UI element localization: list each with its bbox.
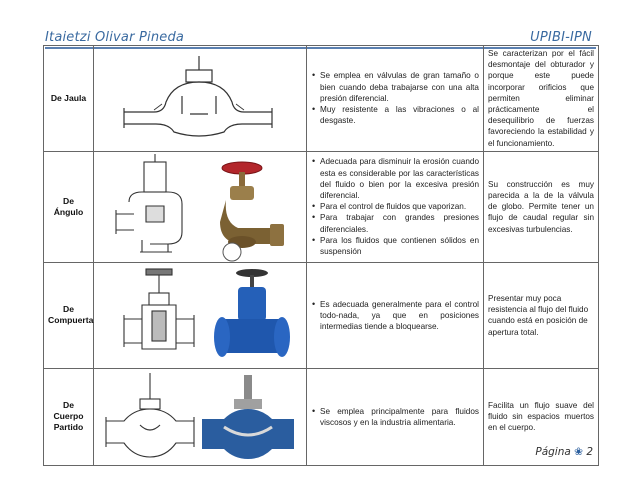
header-school: UPIBI-IPN bbox=[530, 30, 592, 45]
table-row bbox=[44, 262, 599, 368]
uses-cell bbox=[307, 262, 484, 368]
valve-name: De Cuerpo Partido bbox=[44, 368, 94, 465]
valve-name: De Compuerta bbox=[44, 262, 94, 368]
advantages-cell: Facilita un flujo suave del fluido sin espacios muertos en el cuerpo. bbox=[484, 368, 599, 465]
table-row bbox=[44, 46, 599, 152]
uses-cell bbox=[307, 368, 484, 465]
gate-valve-images bbox=[94, 262, 307, 368]
cage-valve-diagram bbox=[94, 46, 307, 152]
uses-cell bbox=[307, 46, 484, 152]
split-body-valve-diagram bbox=[106, 373, 194, 457]
use-item: • Adecuada para disminuir la erosión cuando esta es considerable por las características del fluido o bien por la excesiva presión diferencial. bbox=[320, 156, 479, 201]
angle-valve-diagram bbox=[116, 154, 182, 252]
gate-valve-photo bbox=[214, 269, 290, 357]
valve-name: De Jaula bbox=[44, 46, 94, 152]
split-body-valve-images bbox=[94, 368, 307, 465]
gate-valve-diagram bbox=[124, 269, 194, 349]
use-item: • Se emplea en válvulas de gran tamaño o bien cuando deba trabajarse con una alta presión diferencial. bbox=[320, 70, 479, 104]
valve-name: De Ángulo bbox=[44, 151, 94, 262]
page-number: 2 bbox=[586, 446, 593, 458]
flower-icon: ❀ bbox=[574, 446, 583, 458]
use-item: • Para el control de fluidos que vaporizan. bbox=[320, 201, 479, 212]
valve-table bbox=[43, 45, 599, 466]
header-author: Itaietzi Olivar Pineda bbox=[45, 30, 185, 45]
page-label: Página bbox=[535, 446, 571, 458]
split-body-valve-photo bbox=[202, 375, 294, 459]
angle-valve-images bbox=[94, 151, 307, 262]
use-item: • Se emplea principalmente para fluidos viscosos y en la industria alimentaria. bbox=[320, 406, 479, 428]
advantages-cell: Su construcción es muy parecida a la de la válvula de globo. Permite tener un flujo de caudal regular sin excesivas turbulencias. bbox=[484, 151, 599, 262]
angle-valve-photo bbox=[220, 162, 284, 261]
table-row bbox=[44, 368, 599, 465]
uses-cell bbox=[307, 151, 484, 262]
table-row bbox=[44, 151, 599, 262]
advantages-cell: Se caracterizan por el fácil desmontaje del obturador y porque este puede incorporar orificios que permiten eliminar prácticamente el desequilibrio de fuerzas favoreciendo la estabilidad y el funcionamiento. bbox=[484, 46, 599, 152]
use-item: • Para los fluidos que contienen sólidos en suspensión bbox=[320, 235, 479, 257]
page-footer bbox=[535, 446, 593, 458]
use-item: • Muy resistente a las vibraciones o al desgaste. bbox=[320, 104, 479, 126]
use-item: • Para trabajar con grandes presiones diferenciales. bbox=[320, 212, 479, 234]
use-item: • Es adecuada generalmente para el control todo-nada, ya que en posiciones intermedias tiende a bloquearse. bbox=[320, 299, 479, 333]
advantages-cell: Presentar muy poca resistencia al flujo del fluido cuando está en posición de apertura total. bbox=[484, 262, 599, 368]
